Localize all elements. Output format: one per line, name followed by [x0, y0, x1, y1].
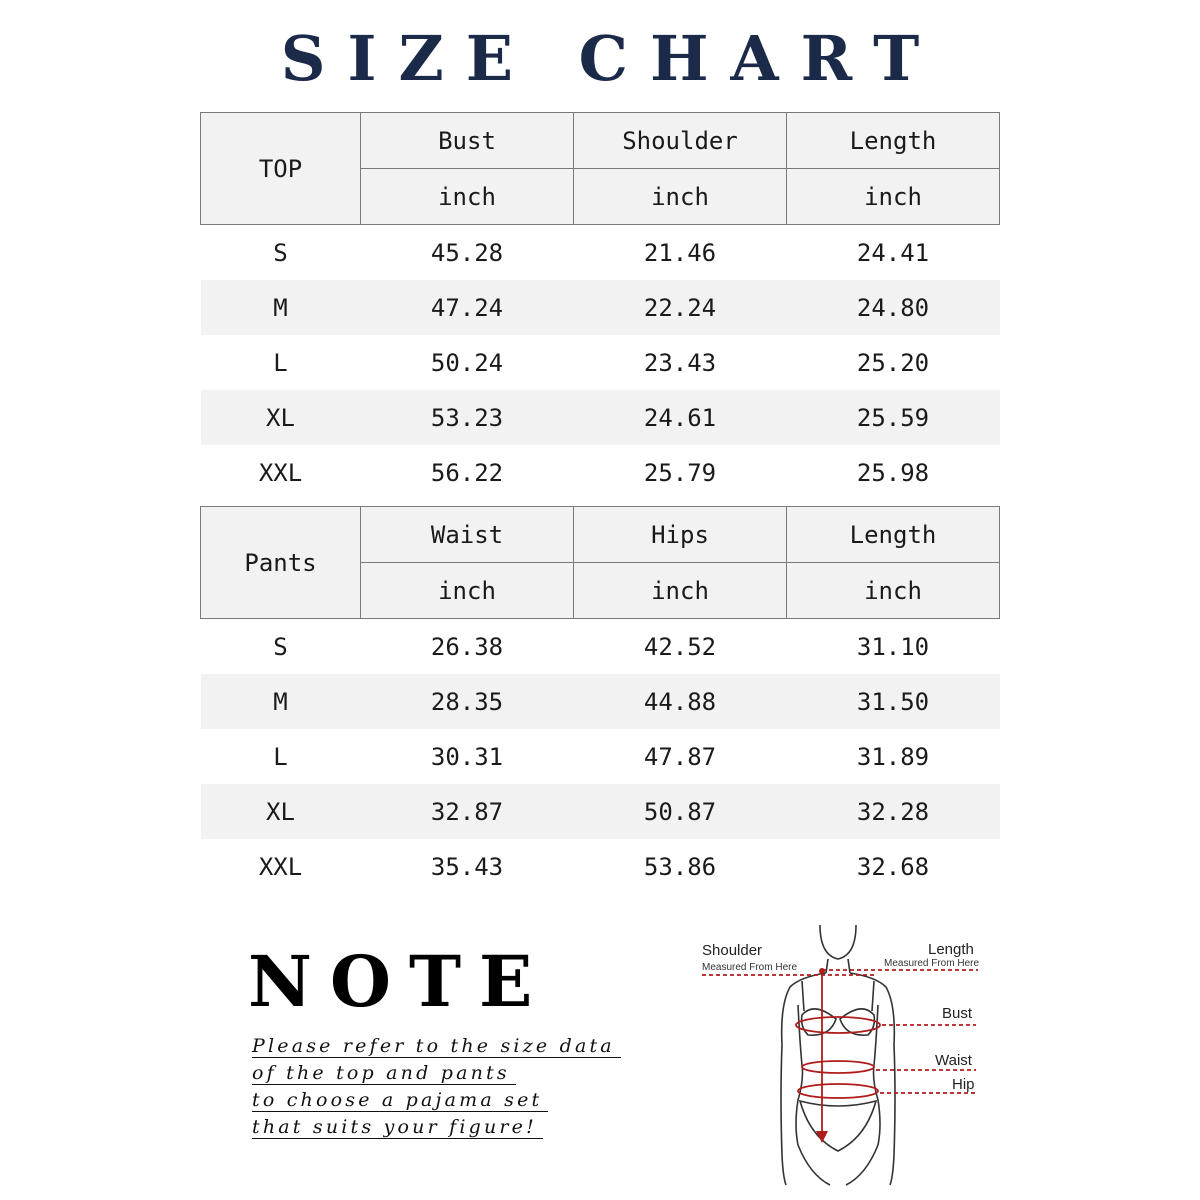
size-cell: M [201, 674, 361, 729]
top-unit-shoulder: inch [574, 169, 787, 225]
value-cell: 25.59 [787, 390, 1000, 445]
size-cell: XL [201, 784, 361, 839]
note-title: NOTE [248, 940, 551, 1023]
size-cell: XXL [201, 839, 361, 894]
value-cell: 53.86 [574, 839, 787, 894]
table-row [201, 390, 1000, 445]
table-row [201, 280, 1000, 335]
table-row [201, 225, 1000, 281]
shoulder-sub-label: Measured From Here [702, 962, 798, 973]
value-cell: 24.41 [787, 225, 1000, 281]
top-size-table [200, 112, 1000, 500]
value-cell: 30.31 [361, 729, 574, 784]
value-cell: 50.24 [361, 335, 574, 390]
value-cell: 47.24 [361, 280, 574, 335]
note-line: Please refer to the size data [252, 1035, 621, 1058]
pants-col-waist: Waist [361, 507, 574, 563]
value-cell: 45.28 [361, 225, 574, 281]
value-cell: 26.38 [361, 619, 574, 675]
pants-unit-hips: inch [574, 563, 787, 619]
value-cell: 32.87 [361, 784, 574, 839]
table-row [201, 784, 1000, 839]
top-col-shoulder: Shoulder [574, 113, 787, 169]
note-line: of the top and pants [252, 1062, 516, 1085]
value-cell: 50.87 [574, 784, 787, 839]
value-cell: 53.23 [361, 390, 574, 445]
value-cell: 32.68 [787, 839, 1000, 894]
value-cell: 31.50 [787, 674, 1000, 729]
value-cell: 21.46 [574, 225, 787, 281]
value-cell: 31.89 [787, 729, 1000, 784]
value-cell: 24.61 [574, 390, 787, 445]
length-label: Length [928, 941, 974, 958]
note-line: that suits your figure! [252, 1116, 543, 1139]
table-row [201, 674, 1000, 729]
size-cell: L [201, 729, 361, 784]
value-cell: 35.43 [361, 839, 574, 894]
top-table-label: TOP [201, 113, 361, 225]
value-cell: 24.80 [787, 280, 1000, 335]
value-cell: 42.52 [574, 619, 787, 675]
top-col-length: Length [787, 113, 1000, 169]
bust-label: Bust [942, 1005, 973, 1022]
table-row [201, 335, 1000, 390]
table-row [201, 839, 1000, 894]
size-cell: XXL [201, 445, 361, 500]
value-cell: 25.20 [787, 335, 1000, 390]
value-cell: 47.87 [574, 729, 787, 784]
table-row [201, 729, 1000, 784]
pants-unit-waist: inch [361, 563, 574, 619]
pants-size-table [200, 506, 1000, 894]
hip-label: Hip [952, 1076, 975, 1093]
size-cell: L [201, 335, 361, 390]
value-cell: 22.24 [574, 280, 787, 335]
pants-col-length: Length [787, 507, 1000, 563]
measurement-figure [690, 915, 990, 1200]
page-title: SIZE CHART [280, 22, 942, 95]
table-row [201, 445, 1000, 500]
top-unit-length: inch [787, 169, 1000, 225]
length-sub-label: Measured From Here [884, 958, 980, 969]
value-cell: 25.79 [574, 445, 787, 500]
value-cell: 56.22 [361, 445, 574, 500]
size-cell: S [201, 225, 361, 281]
value-cell: 31.10 [787, 619, 1000, 675]
pants-col-hips: Hips [574, 507, 787, 563]
pants-table-label: Pants [201, 507, 361, 619]
value-cell: 23.43 [574, 335, 787, 390]
value-cell: 28.35 [361, 674, 574, 729]
value-cell: 25.98 [787, 445, 1000, 500]
pants-unit-length: inch [787, 563, 1000, 619]
top-col-bust: Bust [361, 113, 574, 169]
top-unit-bust: inch [361, 169, 574, 225]
table-row [201, 619, 1000, 675]
value-cell: 32.28 [787, 784, 1000, 839]
value-cell: 44.88 [574, 674, 787, 729]
shoulder-label: Shoulder [702, 942, 763, 959]
note-text [252, 1034, 621, 1142]
waist-label: Waist [935, 1052, 972, 1069]
size-cell: M [201, 280, 361, 335]
size-cell: S [201, 619, 361, 675]
size-cell: XL [201, 390, 361, 445]
note-line: to choose a pajama set [252, 1089, 548, 1112]
